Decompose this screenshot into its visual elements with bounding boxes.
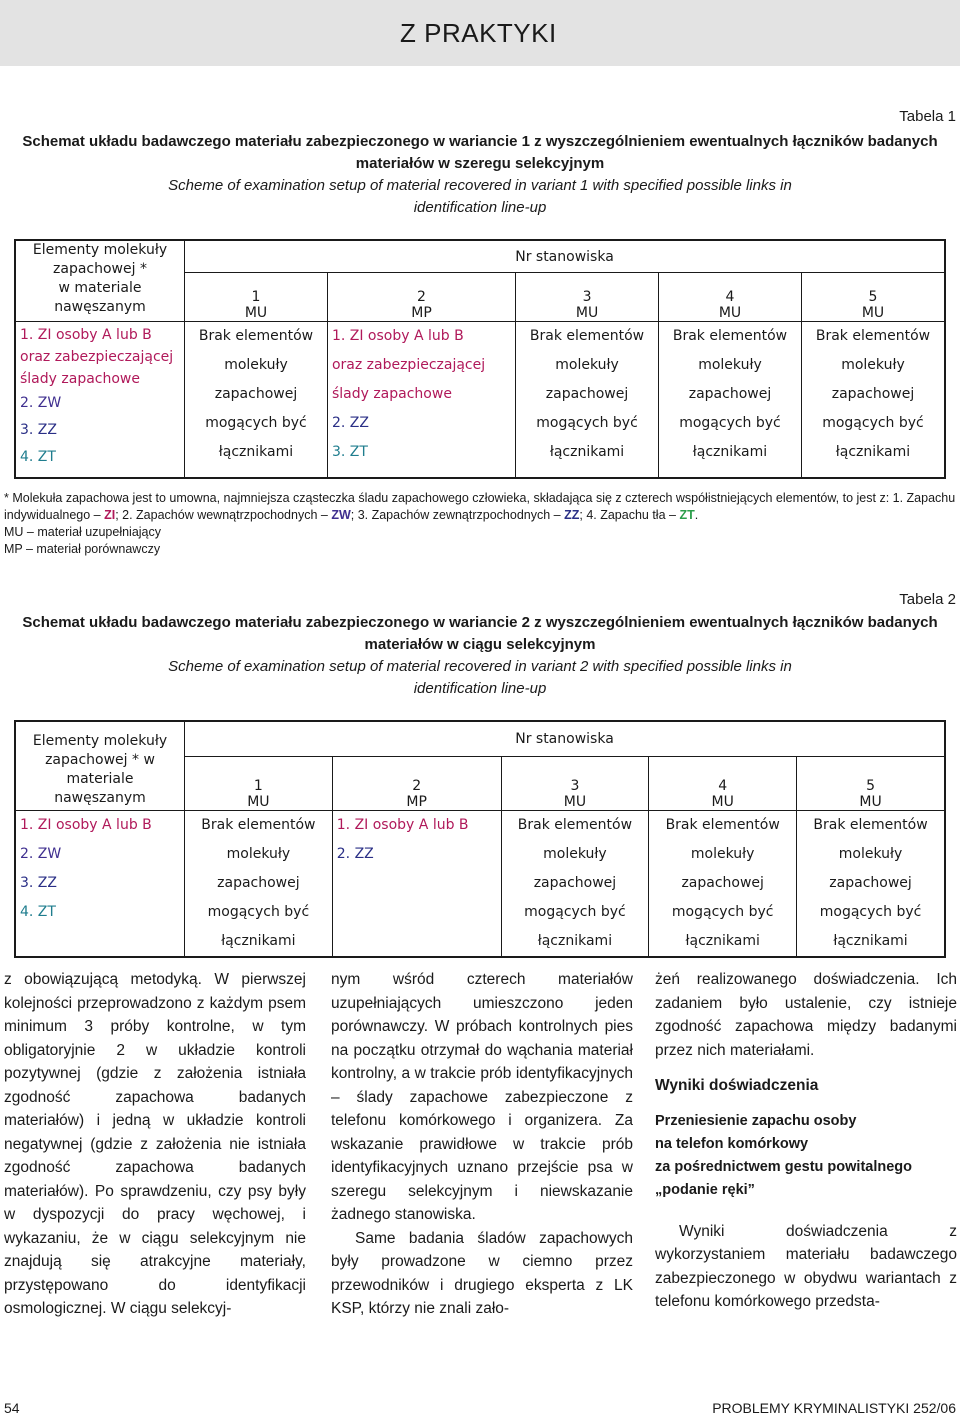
journal-title: PROBLEMY KRYMINALISTYKI 252/06 bbox=[712, 1400, 956, 1416]
table2-cell-station-3: Brak elementów molekuły zapachowej mogących być łącznikami bbox=[501, 811, 649, 958]
table2-title-pl: Schemat układu badawczego materiału zabezpieczonego w wariancie 2 z wyszczególnieniem ewentualnych łączników badanych materiałów w ciągu selekcyjnym bbox=[22, 614, 938, 653]
results-heading: Wyniki doświadczenia bbox=[655, 1077, 819, 1094]
body-column-2: nym wśród czterech materiałów uzupełniających umieszczono jeden porównawczy. W próbach kontrolnych pies na początku otrzymał do wąchania materiał kontrolny, a w trakcie prób identyfikacyjnych – ślady zapachowe zabezpieczone z telefonu komórkowego i organizera. Za wskazanie prawidłowe w trakcie prób identyfikacyjnych uznano przejście psa w szeregu selekcyjnym i niewskazanie żadnego stanowiska. Same badania śladów zapachowych były prowadzone w ciemno przez przewodników i drugiego eksperta z LK KSP, którzy nie znali zało- bbox=[331, 971, 633, 1317]
table1-station-3: 3 MU bbox=[516, 273, 659, 322]
table1-cell-station-5: Brak elementów molekuły zapachowej mogących być łącznikami bbox=[801, 322, 945, 479]
table2-station-header: Nr stanowiska bbox=[185, 721, 946, 757]
table1-station-4: 4 MU bbox=[659, 273, 802, 322]
table2 bbox=[14, 720, 946, 958]
table1-station-2: 2 MP bbox=[327, 273, 515, 322]
table2-title-en: Scheme of examination setup of material recovered in variant 2 with specified possible links in identification line-up bbox=[168, 658, 792, 697]
table2-cell-station-5: Brak elementów molekuły zapachowej mogących być łącznikami bbox=[797, 811, 945, 958]
table2-number: Tabela 2 bbox=[899, 591, 956, 608]
table2-elements: 1. ZI osoby A lub B 2. ZW 3. ZZ 4. ZT bbox=[15, 811, 185, 958]
table2-cell-station-2: 1. ZI osoby A lub B 2. ZZ bbox=[332, 811, 501, 958]
table1-cell-station-4: Brak elementów molekuły zapachowej mogących być łącznikami bbox=[659, 322, 802, 479]
table2-cell-station-1: Brak elementów molekuły zapachowej mogących być łącznikami bbox=[185, 811, 333, 958]
table1-element-header: Elementy molekuły zapachowej * w materiale nawęszanym bbox=[15, 240, 185, 322]
table1-cell-station-2: 1. ZI osoby A lub B oraz zabezpieczającej ślady zapachowe 2. ZZ 3. ZT bbox=[327, 322, 515, 479]
table1 bbox=[14, 239, 946, 479]
section-title: Z PRAKTYKI bbox=[400, 18, 557, 48]
table1-cell-station-3: Brak elementów molekuły zapachowej mogących być łącznikami bbox=[516, 322, 659, 479]
table2-station-3: 3 MU bbox=[501, 757, 649, 811]
body-column-1: z obowiązującą metodyką. W pierwszej kolejności przeprowadzono z każdym psem minimum 3 próby kontrolne, w tym obligatoryjnie 2 w układzie kontroli pozytywnej (gdzie z założenia istniała zgodność zapachowa badanych materiałów) i jedną w układzie kontroli negatywnej (gdzie z założenia nie istniała zgodność zapachowa badanych materiałów). Po sprawdzeniu, czy psy były w dyspozycji do pracy węchowej, i wykazaniu, że w ciągu selekcyjnym nie znajdują się atrakcyjne materiały, przystępowano do identyfikacji osmologicznej. W ciągu selekcyj- bbox=[4, 971, 306, 1317]
table1-number: Tabela 1 bbox=[899, 108, 956, 125]
table1-station-header: Nr stanowiska bbox=[185, 240, 946, 273]
table2-station-5: 5 MU bbox=[797, 757, 945, 811]
body-column-3: żeń realizowanego doświadczenia. Ich zadaniem było ustalenie, czy istnieje zgodność zapachowa między badanymi przez nich materiałami. Wyniki doświadczenia Przeniesienie zapachu osoby na telefon komórkowy za pośrednictwem gestu powitalnego „podanie ręki” Wyniki doświadczenia z wykorzystaniem materiału badawczego zabezpieczonego w obydwu wariantach z telefonu komórkowego przedsta- bbox=[655, 971, 957, 1310]
section-header bbox=[0, 0, 960, 66]
mp-definition: MP – materiał porównawczy bbox=[4, 542, 161, 556]
table1-station-1: 1 MU bbox=[185, 273, 328, 322]
table2-station-4: 4 MU bbox=[649, 757, 797, 811]
molecule-definition: * Molekuła zapachowa jest to umowna, najmniejsza cząsteczka śladu zapachowego człowieka, składająca się z czterech współistniejących elementów, to jest z: 1. Zapachu indywidualnego – ZI; 2. Zapachów wewnątrzpochodnych – ZW; 3. Zapachów zewnątrzpochodnych – ZZ; 4. Zapachu tła – ZT. bbox=[4, 491, 956, 522]
table2-caption bbox=[0, 612, 960, 700]
mu-definition: MU – materiał uzupełniający bbox=[4, 525, 162, 539]
table1-station-5: 5 MU bbox=[801, 273, 945, 322]
table2-cell-station-4: Brak elementów molekuły zapachowej mogących być łącznikami bbox=[649, 811, 797, 958]
table1-footnote bbox=[4, 490, 959, 558]
table2-station-1: 1 MU bbox=[185, 757, 333, 811]
sub-heading: Przeniesienie zapachu osoby na telefon komórkowy za pośrednictwem gestu powitalnego „podanie ręki” bbox=[655, 1112, 913, 1198]
table2-station-2: 2 MP bbox=[332, 757, 501, 811]
table1-elements: 1. ZI osoby A lub B oraz zabezpieczającej ślady zapachowe 2. ZW 3. ZZ 4. ZT bbox=[15, 322, 185, 479]
table1-cell-station-1: Brak elementów molekuły zapachowej mogących być łącznikami bbox=[185, 322, 328, 479]
page-number: 54 bbox=[4, 1400, 20, 1416]
table1-caption bbox=[0, 131, 960, 219]
table1-title-pl: Schemat układu badawczego materiału zabezpieczonego w wariancie 1 z wyszczególnieniem ewentualnych łączników badanych materiałów w szeregu selekcyjnym bbox=[22, 133, 938, 172]
table2-element-header: Elementy molekuły zapachowej * w materiale nawęszanym bbox=[15, 721, 185, 811]
table1-title-en: Scheme of examination setup of material recovered in variant 1 with specified possible links in identification line-up bbox=[168, 177, 792, 216]
